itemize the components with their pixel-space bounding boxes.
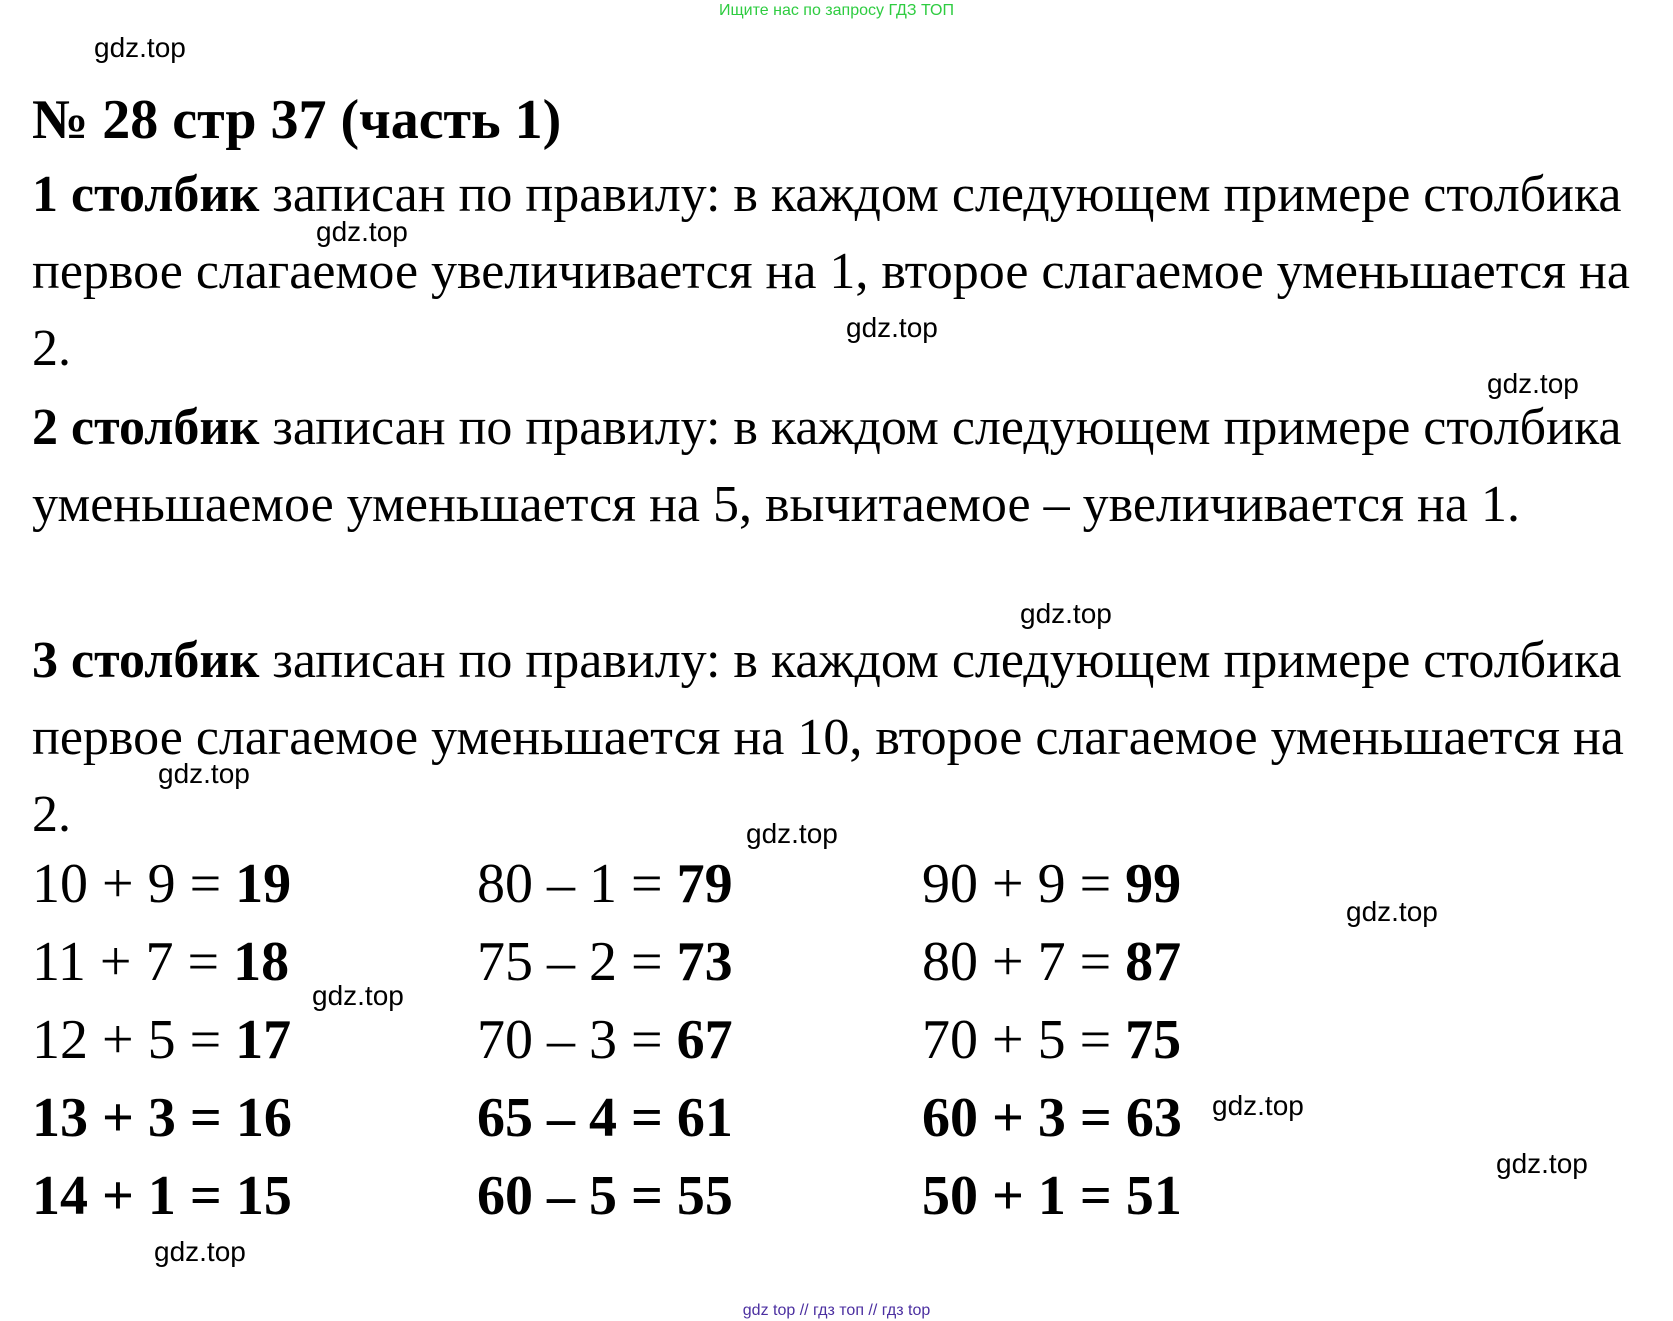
equation-expr: 90 + 9 = <box>922 853 1126 915</box>
page-title: № 28 стр 37 (часть 1) <box>32 89 562 151</box>
equation <box>32 852 477 916</box>
rule-paragraph-3 <box>32 622 1662 853</box>
equation-row <box>32 1001 1367 1079</box>
equation-expr: 14 + 1 = <box>32 1165 236 1227</box>
equation-result: 15 <box>235 1165 292 1227</box>
watermark: gdz.top <box>1020 598 1112 629</box>
equation-expr: 65 – 4 = <box>477 1087 677 1149</box>
column-label: 2 столбик <box>32 399 260 456</box>
watermark: gdz.top <box>158 758 250 789</box>
equation-expr: 75 – 2 = <box>477 931 677 993</box>
watermark: gdz.top <box>1212 1090 1304 1121</box>
equation-expr: 10 + 9 = <box>32 853 236 915</box>
equations-table <box>32 845 1367 1235</box>
equation-result: 51 <box>1125 1165 1182 1227</box>
equation-expr: 12 + 5 = <box>32 1009 236 1071</box>
watermark: gdz.top <box>746 818 838 849</box>
equation-result: 55 <box>676 1165 733 1227</box>
equation-row <box>32 1079 1367 1157</box>
equation <box>922 930 1367 994</box>
equation <box>922 1008 1367 1072</box>
equation-row <box>32 1157 1367 1235</box>
equation-result: 19 <box>235 853 292 915</box>
rule-text: записан по правилу: в каждом следующем примере столбика уменьшаемое уменьшается на 5, вычитаемое – увеличивается на 1. <box>32 399 1622 533</box>
equation-expr: 50 + 1 = <box>922 1165 1126 1227</box>
equation <box>922 852 1367 916</box>
column-label: 1 столбик <box>32 166 260 223</box>
equation <box>32 930 477 994</box>
equation <box>922 1164 1367 1228</box>
equation <box>477 1164 922 1228</box>
rule-text: записан по правилу: в каждом следующем примере столбика первое слагаемое уменьшается на 10, второе слагаемое уменьшается на 2. <box>32 632 1624 843</box>
equation-expr: 60 – 5 = <box>477 1165 677 1227</box>
equation-expr: 70 + 5 = <box>922 1009 1126 1071</box>
rule-paragraph-1 <box>32 156 1662 387</box>
watermark: gdz.top <box>846 312 938 343</box>
column-label: 3 столбик <box>32 632 260 689</box>
equation-result: 79 <box>676 853 733 915</box>
rule-text: записан по правилу: в каждом следующем примере столбика первое слагаемое увеличивается на 1, второе слагаемое уменьшается на 2. <box>32 166 1630 377</box>
equation-result: 75 <box>1125 1009 1182 1071</box>
equation <box>477 852 922 916</box>
rule-paragraph-2 <box>32 389 1662 543</box>
equation <box>922 1086 1367 1150</box>
equation-row <box>32 923 1367 1001</box>
watermark: gdz.top <box>316 216 408 247</box>
watermark: gdz.top <box>154 1236 246 1267</box>
watermark: gdz.top <box>312 980 404 1011</box>
promo-banner[interactable]: Ищите нас по запросу ГДЗ ТОП <box>719 2 954 19</box>
equation <box>32 1086 477 1150</box>
equation-row <box>32 845 1367 923</box>
equation-expr: 80 + 7 = <box>922 931 1126 993</box>
equation <box>32 1008 477 1072</box>
footer-links[interactable]: gdz top // гдз топ // гдз top <box>742 1302 931 1319</box>
equation-expr: 13 + 3 = <box>32 1087 236 1149</box>
equation-expr: 60 + 3 = <box>922 1087 1126 1149</box>
equation <box>477 930 922 994</box>
watermark: gdz.top <box>1346 896 1438 927</box>
equation-result: 67 <box>676 1009 733 1071</box>
equation-result: 87 <box>1125 931 1182 993</box>
equation-result: 63 <box>1125 1087 1182 1149</box>
equation <box>32 1164 477 1228</box>
equation-expr: 11 + 7 = <box>32 931 234 993</box>
equation <box>477 1008 922 1072</box>
watermark: gdz.top <box>1496 1148 1588 1179</box>
equation-result: 18 <box>233 931 290 993</box>
watermark: gdz.top <box>94 32 186 63</box>
equation-result: 73 <box>676 931 733 993</box>
equation-expr: 80 – 1 = <box>477 853 677 915</box>
equation <box>477 1086 922 1150</box>
equation-result: 16 <box>235 1087 292 1149</box>
equation-expr: 70 – 3 = <box>477 1009 677 1071</box>
equation-result: 99 <box>1125 853 1182 915</box>
equation-result: 61 <box>676 1087 733 1149</box>
watermark: gdz.top <box>1487 368 1579 399</box>
equation-result: 17 <box>235 1009 292 1071</box>
